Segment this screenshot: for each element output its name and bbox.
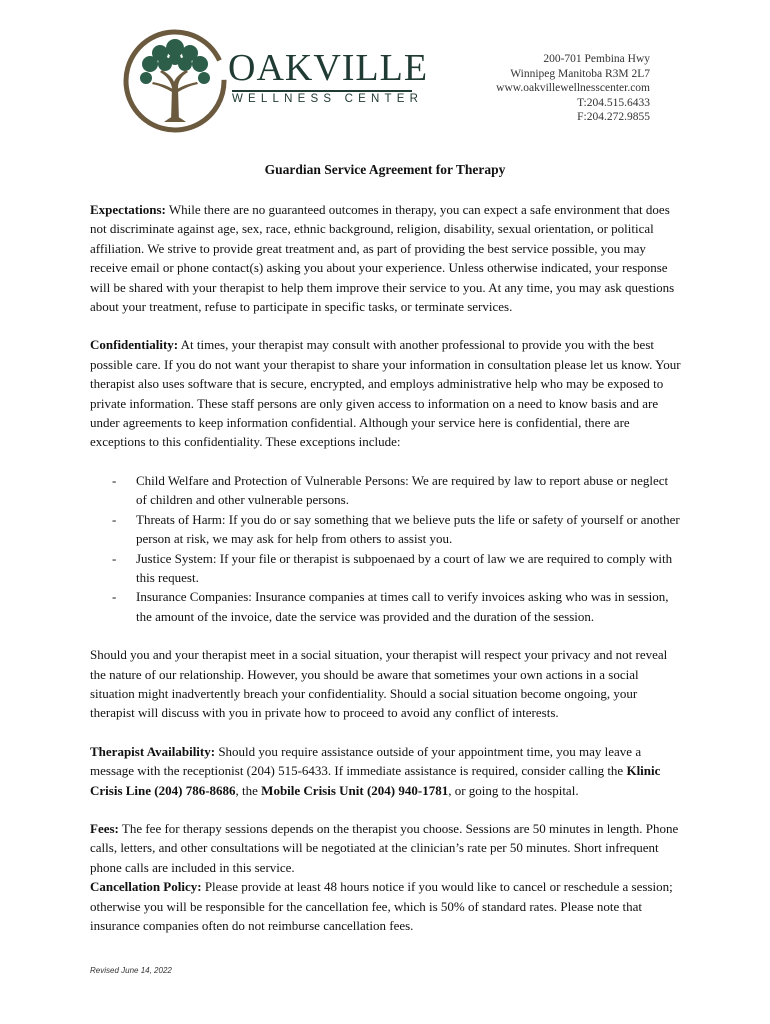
exception-text: Child Welfare and Protection of Vulnerable Persons: We are required by law to report abuse or neglect of children and other vulnerable persons.	[136, 472, 669, 508]
list-item	[90, 587, 682, 626]
expectations-text: While there are no guaranteed outcomes in therapy, you can expect a safe environment that does not discriminate against age, sex, race, ethnic background, religion, disability, sexual orientation, or political affiliation. We strive to provide great treatment and, as part of providing the best service possible, you may receive email or phone contact(s) asking you about your experience. Unless otherwise indicated, your response will be shared with your therapist to help them improve their service to you. At any time, you may ask questions about your treatment, refuse to participate in specific tasks, or terminate services.	[90, 202, 675, 315]
fees-heading: Fees:	[90, 820, 119, 836]
availability-heading: Therapist Availability:	[90, 743, 216, 759]
list-item	[90, 510, 682, 549]
cancellation-paragraph	[90, 877, 682, 935]
exceptions-list	[90, 471, 682, 626]
bullet-marker: -	[112, 550, 117, 566]
social-situation-paragraph: Should you and your therapist meet in a social situation, your therapist will respect your privacy and not reveal the nature of our relationship. However, you should be aware that sometimes your own actions in a social situation might inadvertently breach your confidentiality. Should a social situation become ongoing, your therapist will discuss with you in private how to proceed to avoid any conflict of interests.	[90, 647, 668, 721]
exception-text: Threats of Harm: If you do or say something that we believe puts the life or safety of yourself or another person at risk, we may ask for help from others to assist you.	[136, 511, 680, 547]
bullet-marker: -	[112, 472, 117, 488]
confidentiality-text: At times, your therapist may consult with another professional to provide you with the best possible care. If you do not want your therapist to share your information in consultation please let us know. Your therapist also uses software that is secure, encrypted, and employs administrative help who may be exposed to private information. These staff persons are only given access to information on a need to know basis and are under agreements to keep information confidential. Although your service here is confidential, there are exceptions to this confidentiality. These exceptions include:	[90, 337, 681, 450]
availability-text: Should you require assistance outside of your appointment time, you may leave a message with the receptionist (204) 515-6433. If immediate assistance is required, consider calling the	[90, 743, 642, 779]
confidentiality-heading: Confidentiality:	[90, 337, 179, 353]
address-city: Winnipeg Manitoba R3M 2L7	[510, 67, 650, 80]
bullet-marker: -	[112, 511, 117, 527]
cancellation-heading: Cancellation Policy:	[90, 879, 202, 895]
bullet-marker: -	[112, 589, 117, 605]
address-website: www.oakvillewellnesscenter.com	[496, 82, 650, 94]
brand-divider	[232, 90, 412, 92]
address-block	[496, 52, 650, 125]
availability-text-end: , or going to the hospital.	[448, 782, 579, 798]
availability-paragraph	[90, 742, 682, 800]
logo	[120, 26, 429, 136]
exception-text: Insurance Companies: Insurance companies at times call to verify invoices asking who was in session, the amount of the invoice, date the service was provided and the duration of the session.	[136, 589, 669, 624]
klinic-crisis-line: Klinic Crisis Line (204) 786-8686	[90, 763, 661, 798]
availability-text-joiner: , the	[235, 782, 262, 798]
address-fax: F:204.272.9855	[577, 111, 650, 123]
revision-date: Revised June 14, 2022	[90, 966, 172, 975]
document-body	[90, 200, 682, 954]
brand-subtitle: WELLNESS CENTER	[232, 93, 424, 105]
confidentiality-paragraph	[90, 335, 682, 451]
cancellation-text: Please provide at least 48 hours notice if you would like to cancel or reschedule a session; otherwise you will be responsible for the cancellation fee, which is 50% of standard rates. Please note that insurance companies often do not reimburse cancellation fees.	[90, 879, 673, 933]
mobile-crisis-unit: Mobile Crisis Unit (204) 940-1781	[261, 782, 449, 798]
address-street: 200-701 Pembina Hwy	[543, 53, 650, 65]
brand-name: OAKVILLE	[228, 47, 429, 89]
list-item	[90, 471, 682, 510]
expectations-heading: Expectations:	[90, 202, 166, 217]
exception-text: Justice System: If your file or therapist is subpoenaed by a court of law we are required to comply with this request.	[136, 550, 673, 585]
tree-icon	[120, 26, 230, 136]
address-phone: T:204.515.6433	[577, 96, 650, 109]
document-title: Guardian Service Agreement for Therapy	[264, 162, 506, 177]
list-item	[90, 549, 682, 588]
expectations-paragraph	[90, 200, 682, 316]
fees-paragraph	[90, 819, 682, 877]
fees-text: The fee for therapy sessions depends on the therapist you choose. Sessions are 50 minutes in length. Phone calls, letters, and other consultations will be negotiated at the clinician’s rate per 50 minutes. Short infrequent phone calls are included in this service.	[90, 820, 679, 875]
